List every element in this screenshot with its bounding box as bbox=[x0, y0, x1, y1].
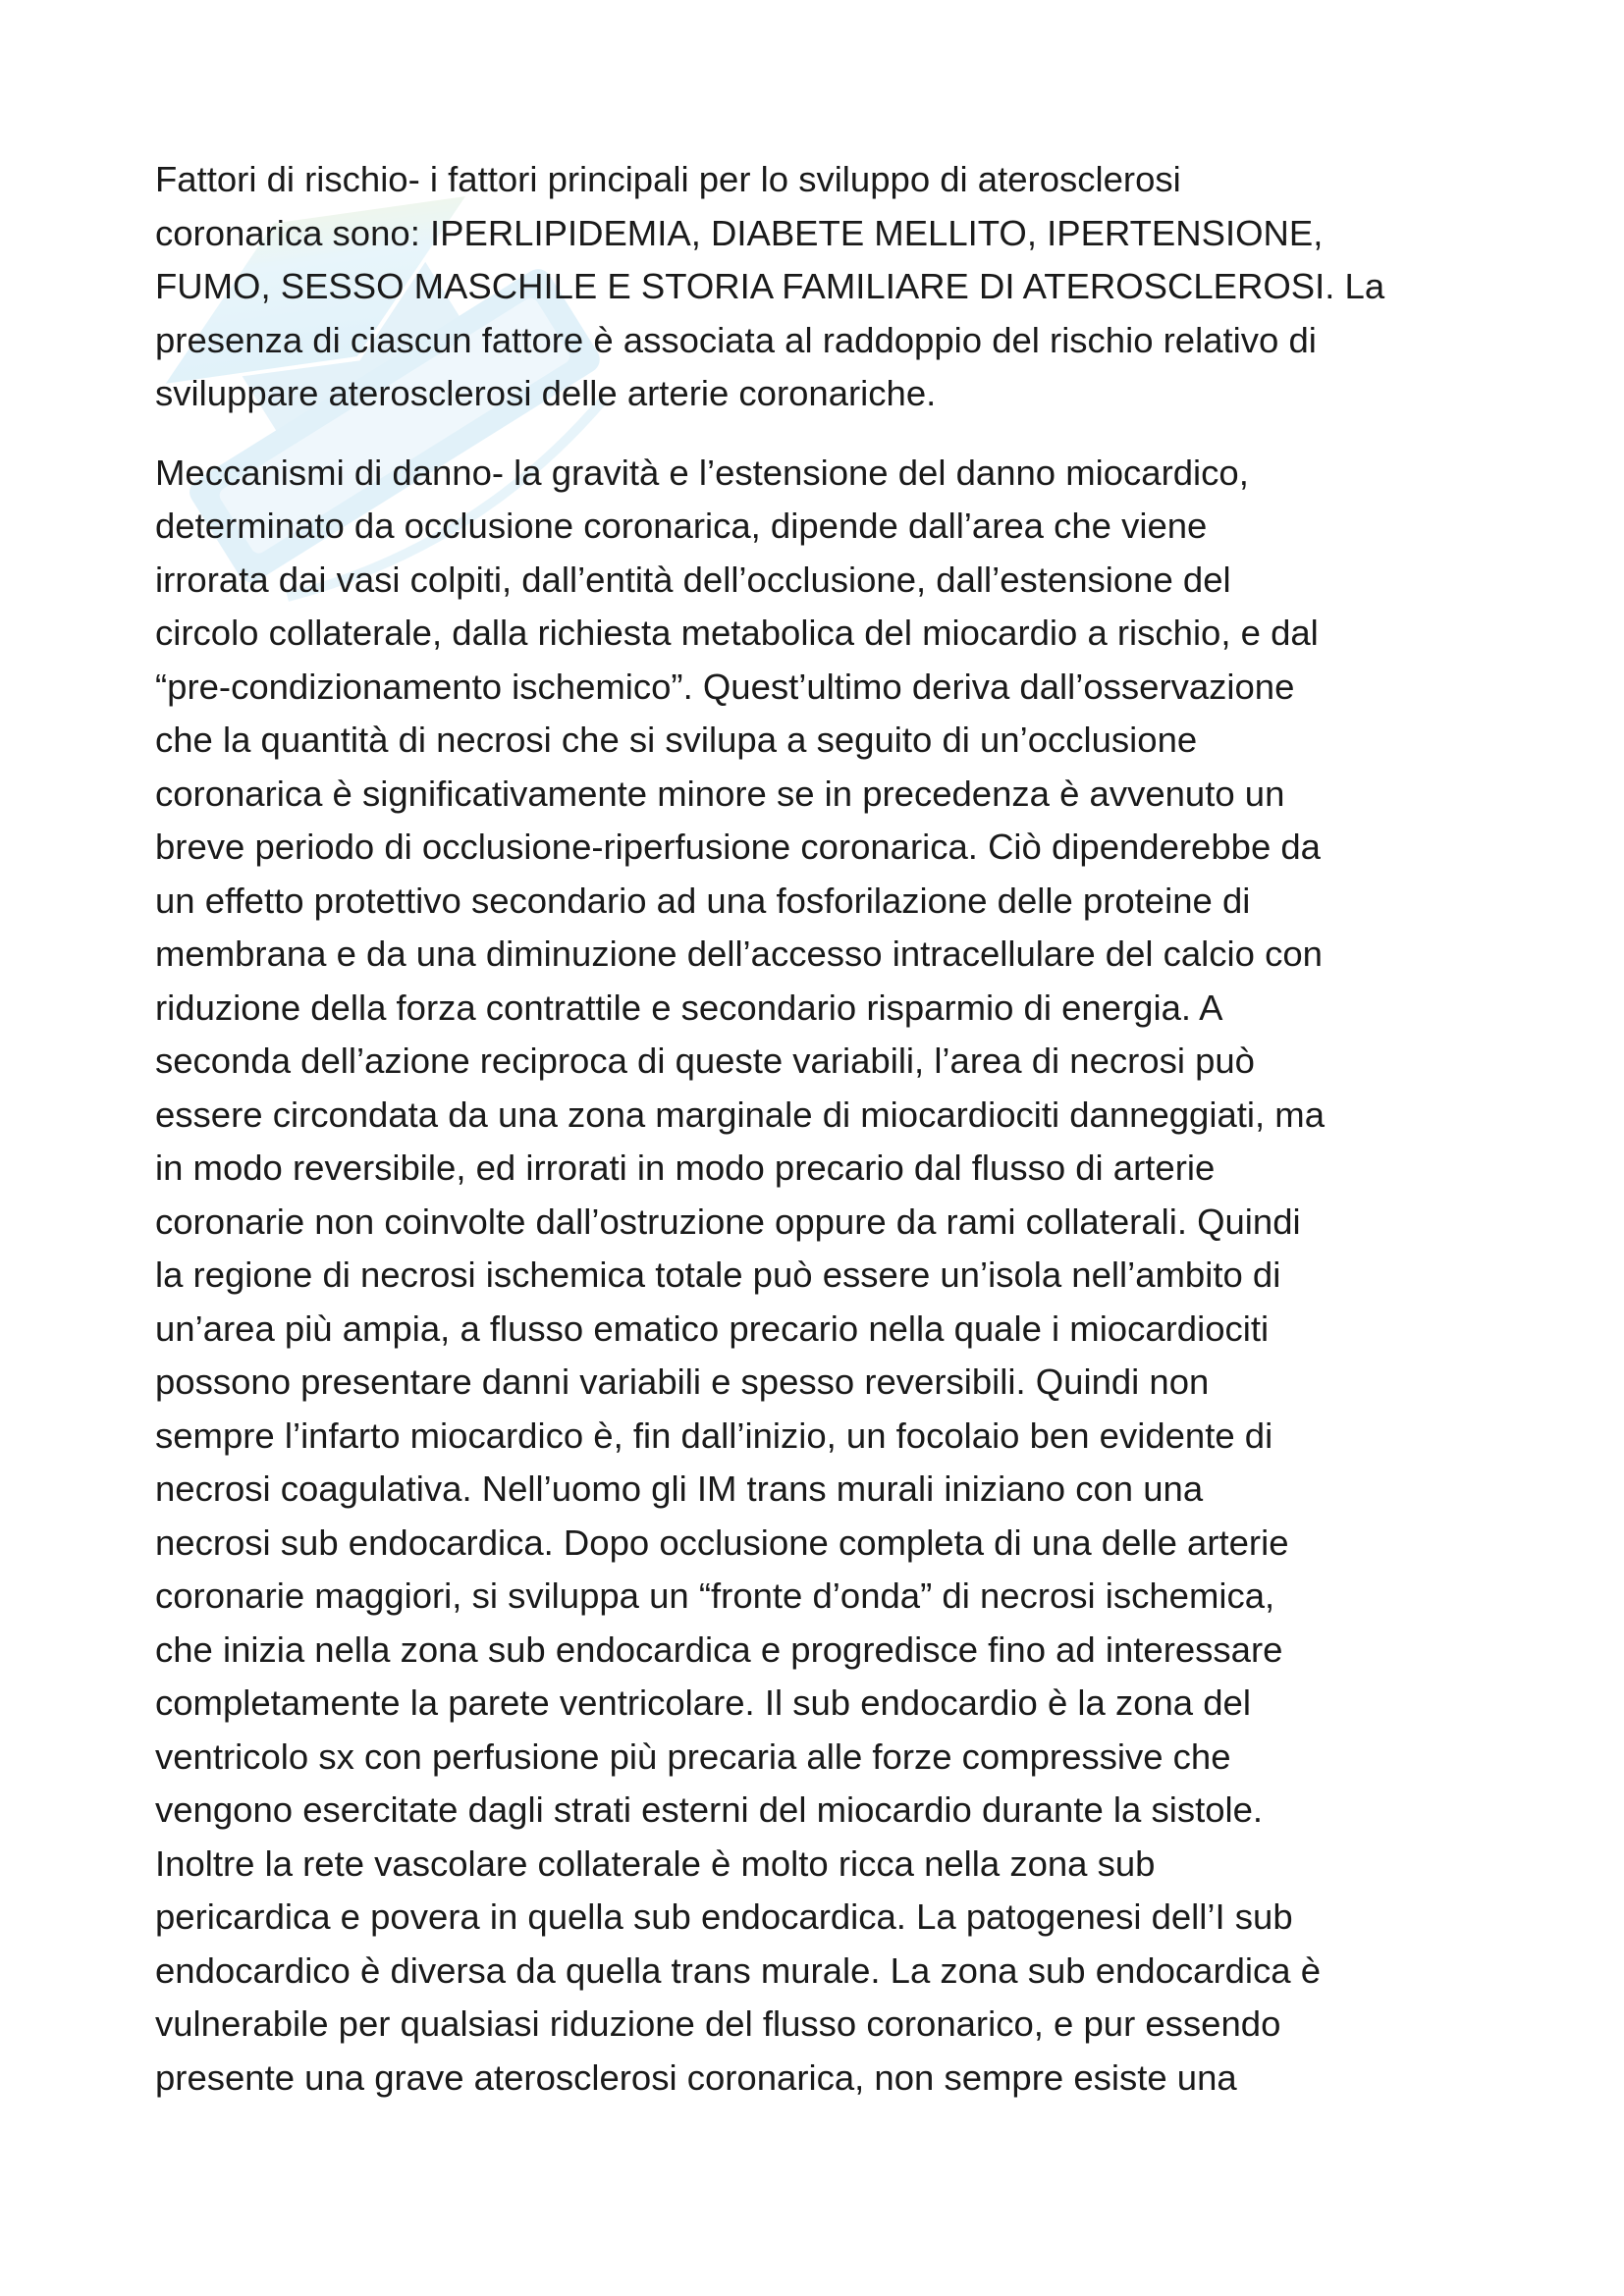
text-line: coronarie non coinvolte dall’ostruzione oppure da rami collaterali. Quindi bbox=[155, 1201, 1301, 1242]
text-line: “pre-condizionamento ischemico”. Quest’ultimo deriva dall’osservazione bbox=[155, 666, 1295, 707]
text-line: in modo reversibile, ed irrorati in modo precario dal flusso di arterie bbox=[155, 1148, 1216, 1188]
text-line: ventricolo sx con perfusione più precaria alle forze compressive che bbox=[155, 1735, 1231, 1777]
text-line: presente una grave aterosclerosi coronarica, non sempre esiste una bbox=[155, 2056, 1237, 2098]
text-line: necrosi coagulativa. Nell’uomo gli IM trans murali iniziano con una bbox=[155, 1468, 1204, 1509]
text-line: necrosi sub endocardica. Dopo occlusione completa di una delle arterie bbox=[155, 1522, 1289, 1563]
text-line: determinato da occlusione coronarica, dipende dall’area che viene bbox=[155, 506, 1208, 546]
text-line: pericardica e povera in quella sub endocardica. La patogenesi dell’I sub bbox=[155, 1896, 1293, 1937]
text-line: essere circondata da una zona marginale di miocardiociti danneggiati, ma bbox=[155, 1094, 1325, 1135]
text-line: irrorata dai vasi colpiti, dall’entità dell’occlusione, dall’estensione del bbox=[155, 559, 1231, 600]
document-body bbox=[155, 153, 1481, 2130]
text-line: vengono esercitate dagli strati esterni del miocardio durante la sistole. bbox=[155, 1789, 1264, 1830]
text-line: coronarica è significativamente minore se in precedenza è avvenuto un bbox=[155, 773, 1285, 814]
text-line: presenza di ciascun fattore è associata al raddoppio del rischio relativo di bbox=[155, 319, 1317, 360]
text-line: circolo collaterale, dalla richiesta metabolica del miocardio a rischio, e dal bbox=[155, 613, 1319, 653]
text-line: un effetto protettivo secondario ad una fosforilazione delle proteine di bbox=[155, 880, 1251, 921]
text-line: endocardico è diversa da quella trans murale. La zona sub endocardica è bbox=[155, 1949, 1321, 1991]
text-line: sempre l’infarto miocardico è, fin dall’inizio, un focolaio ben evidente di bbox=[155, 1415, 1273, 1456]
text-line: breve periodo di occlusione-riperfusione coronarica. Ciò dipenderebbe da bbox=[155, 827, 1321, 867]
text-line: riduzione della forza contrattile e secondario risparmio di energia. A bbox=[155, 987, 1223, 1028]
text-line: membrana e da una diminuzione dell’accesso intracellulare del calcio con bbox=[155, 934, 1323, 974]
text-line: sviluppare aterosclerosi delle arterie coronariche. bbox=[155, 373, 937, 413]
text-line: FUMO, SESSO MASCHILE E STORIA FAMILIARE DI ATEROSCLEROSI. La bbox=[155, 266, 1385, 306]
text-line: che la quantità di necrosi che si svilupa a seguito di un’occlusione bbox=[155, 720, 1198, 760]
text-line: coronarica sono: IPERLIPIDEMIA, DIABETE MELLITO, IPERTENSIONE, bbox=[155, 212, 1324, 253]
text-line: che inizia nella zona sub endocardica e progredisce fino ad interessare bbox=[155, 1629, 1283, 1670]
text-line: seconda dell’azione reciproca di queste variabili, l’area di necrosi può bbox=[155, 1041, 1255, 1081]
text-line: coronarie maggiori, si sviluppa un “fronte d’onda” di necrosi ischemica, bbox=[155, 1575, 1275, 1616]
text-line: Fattori di rischio- i fattori principali per lo sviluppo di aterosclerosi bbox=[155, 159, 1181, 199]
paragraph-risk-factors bbox=[155, 153, 1481, 421]
text-line: vulnerabile per qualsiasi riduzione del flusso coronarico, e pur essendo bbox=[155, 2003, 1281, 2044]
text-line: completamente la parete ventricolare. Il sub endocardio è la zona del bbox=[155, 1682, 1251, 1723]
text-line: Inoltre la rete vascolare collaterale è molto ricca nella zona sub bbox=[155, 1842, 1156, 1884]
text-line: possono presentare danni variabili e spesso reversibili. Quindi non bbox=[155, 1362, 1210, 1402]
text-line: la regione di necrosi ischemica totale può essere un’isola nell’ambito di bbox=[155, 1255, 1281, 1295]
paragraph-damage-mechanisms bbox=[155, 447, 1481, 2106]
text-line: Meccanismi di danno- la gravità e l’estensione del danno miocardico, bbox=[155, 452, 1249, 493]
text-line: un’area più ampia, a flusso ematico precario nella quale i miocardiociti bbox=[155, 1308, 1270, 1349]
